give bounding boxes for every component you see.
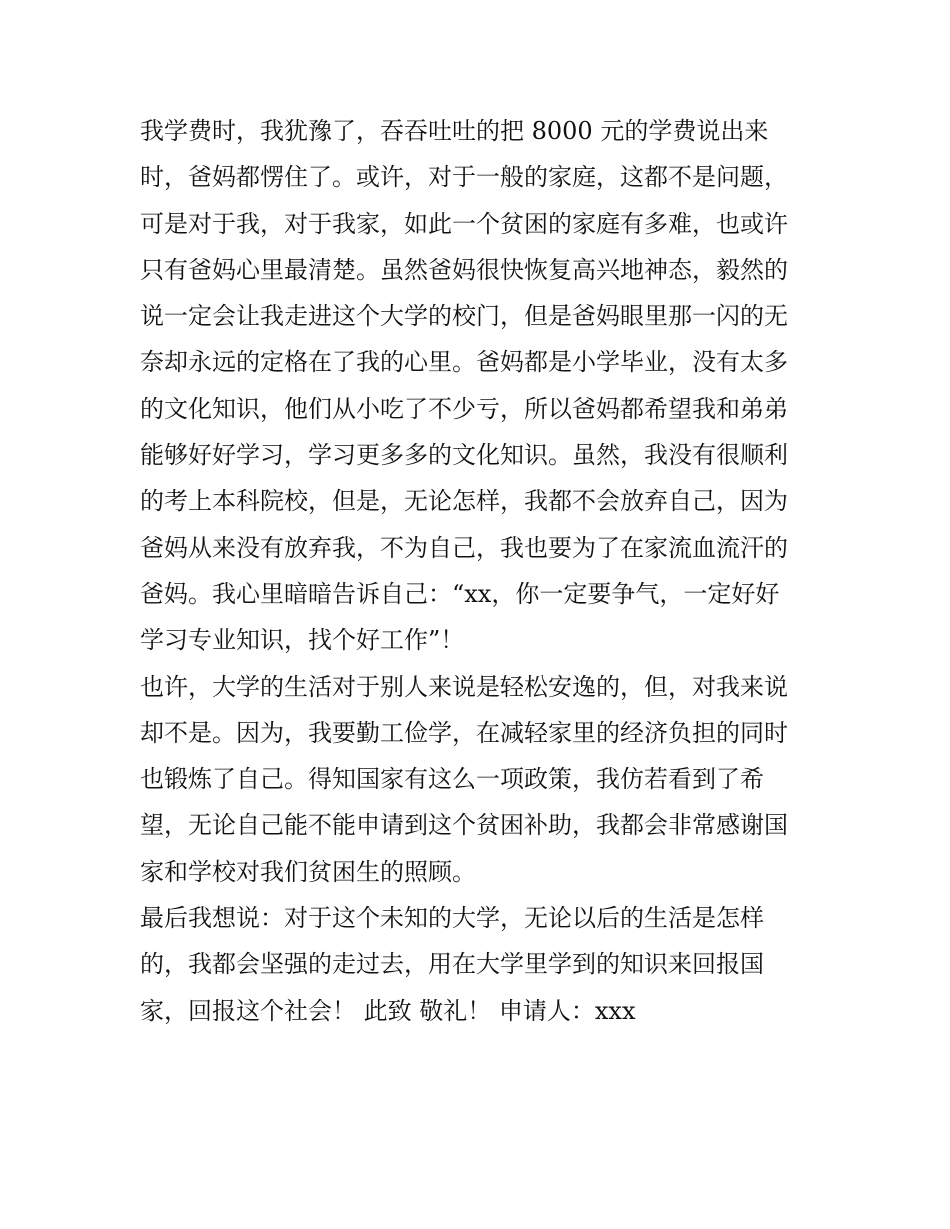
text-line: 奈却永远的定格在了我的心里。爸妈都是小学毕业，没有太多 [140, 348, 788, 377]
text-line: 家，回报这个社会！ 此致 敬礼！ 申请人：xxx [140, 996, 636, 1025]
text-line: 也锻炼了自己。得知国家有这么一项政策，我仿若看到了希 [140, 765, 764, 794]
text-line: 也许，大学的生活对于别人来说是轻松安逸的，但，对我来说 [140, 672, 788, 701]
text-line: 家和学校对我们贫困生的照顾。 [140, 857, 476, 886]
text-line: 能够好好学习，学习更多多的文化知识。虽然，我没有很顺利 [140, 441, 788, 470]
text-line: 却不是。因为，我要勤工俭学，在减轻家里的经济负担的同时 [140, 718, 788, 747]
text-line: 可是对于我，对于我家，如此一个贫困的家庭有多难，也或许 [140, 209, 788, 238]
body-text [140, 108, 820, 1034]
text-line: 望，无论自己能不能申请到这个贫困补助，我都会非常感谢国 [140, 811, 788, 840]
text-line: 最后我想说：对于这个未知的大学，无论以后的生活是怎样 [140, 904, 764, 933]
text-line: 说一定会让我走进这个大学的校门，但是爸妈眼里那一闪的无 [140, 302, 788, 331]
text-line: 的文化知识，他们从小吃了不少亏，所以爸妈都希望我和弟弟 [140, 394, 788, 423]
text-line: 的考上本科院校，但是，无论怎样，我都不会放弃自己，因为 [140, 487, 788, 516]
text-line: 的，我都会坚强的走过去，用在大学里学到的知识来回报国 [140, 950, 764, 979]
text-line: 时，爸妈都愣住了。或许，对于一般的家庭，这都不是问题， [140, 163, 788, 192]
text-line: 学习专业知识，找个好工作”！ [140, 626, 465, 655]
text-line: 爸妈。我心里暗暗告诉自己：“xx，你一定要争气，一定好好 [140, 579, 780, 608]
text-line: 只有爸妈心里最清楚。虽然爸妈很快恢复高兴地神态，毅然的 [140, 255, 788, 284]
text-line: 我学费时，我犹豫了，吞吞吐吐的把 8000 元的学费说出来 [140, 117, 769, 145]
text-line: 爸妈从来没有放弃我，不为自己，我也要为了在家流血流汗的 [140, 533, 788, 562]
